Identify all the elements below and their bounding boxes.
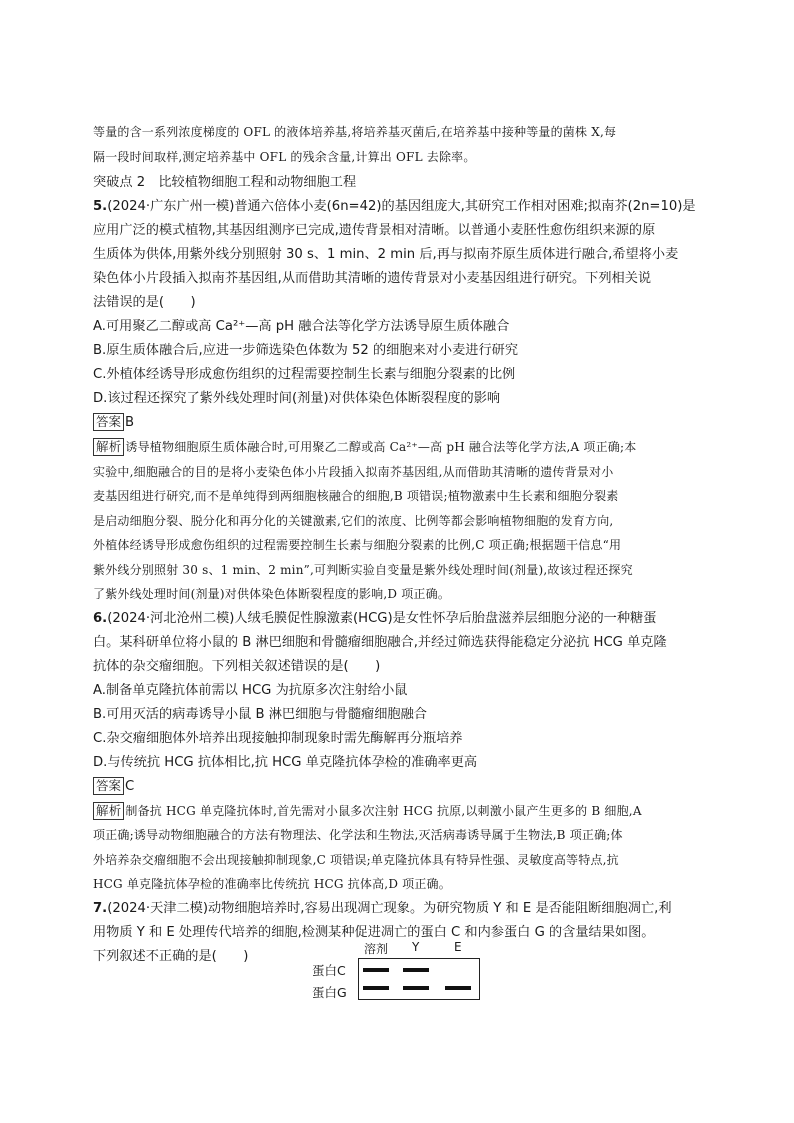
band-g-solvent [363,986,389,990]
q6-option-b: B.可用灭活的病毒诱导小鼠 B 淋巴细胞与骨髓瘤细胞融合 [93,706,427,722]
q5-analysis-line-1: 解析 诱导植物细胞原生质体融合时,可用聚乙二醇或高 Ca²⁺—高 pH 融合法等化学方法,A 项正确;本 [93,435,703,460]
answer-tag: 答案 [93,777,124,795]
document-page [93,120,703,969]
q7-stem-line-2: 用物质 Y 和 E 处理传代培养的细胞,检测某种促进凋亡的蛋白 C 和内参蛋白 G 的含量结果如图。 [93,924,655,940]
q5-stem-line-5: 法错误的是( ) [93,295,196,310]
q5-option-b: B.原生质体融合后,应进一步筛选染色体数为 52 的细胞来对小麦进行研究 [93,343,519,358]
gel-row-protein-g: 蛋白G [312,985,347,1000]
q6-analysis-line-4: HCG 单克隆抗体孕检的准确率比传统抗 HCG 抗体高,D 项正确。 [93,877,451,891]
analysis-tag: 解析 [93,438,124,456]
section-heading: 突破点 2 比较植物细胞工程和动物细胞工程 [93,175,357,190]
gel-column-e: E [454,940,462,954]
gel-row-protein-c: 蛋白C [312,963,346,978]
q6-option-a: A.制备单克隆抗体前需以 HCG 为抗原多次注射给小鼠 [93,682,408,698]
q7-stem-line-1: 7.(2024·天津二模)动物细胞培养时,容易出现凋亡现象。为研究物质 Y 和 E 是否能阻断细胞凋亡,利 [93,900,672,916]
answer-tag: 答案 [93,413,124,431]
q5-analysis-line-7: 了紫外线处理时间(剂量)对供体染色体断裂程度的影响,D 项正确。 [93,587,451,601]
q5-stem-line-2: 应用广泛的模式植物,其基因组测序已完成,遗传背景相对清晰。以普通小麦胚性愈伤组织来源的原 [93,223,656,238]
q6-stem-line-3: 抗体的杂交瘤细胞。下列相关叙述错误的是( ) [93,658,381,674]
q7-stem-line-3: 下列叙述不正确的是( ) [93,948,249,964]
q5-analysis-line-5: 外植体经诱导形成愈伤组织的过程需要控制生长素与细胞分裂素的比例,C 项正确;根据题干信息“用 [93,538,622,552]
q6-analysis-line-1: 解析 制备抗 HCG 单克隆抗体时,首先需对小鼠多次注射 HCG 抗原,以刺激小鼠产生更多的 B 细胞,A [93,799,703,824]
q5-option-d: D.该过程还探究了紫外线处理时间(剂量)对供体染色体断裂程度的影响 [93,391,501,406]
q5-analysis-line-6: 紫外线分别照射 30 s、1 min、2 min”,可判断实验自变量是紫外线处理时间(剂量),故该过程还探究 [93,562,633,577]
q7-number: 7. [93,900,108,916]
q5-option-a: A.可用聚乙二醇或高 Ca²⁺—高 pH 融合法等化学方法诱导原生质体融合 [93,319,510,334]
intro-line-1: 等量的含一系列浓度梯度的 OFL 的液体培养基,将培养基灭菌后,在培养基中接种等量的菌株 X,每 [93,125,617,139]
q5-stem-line-3: 生质体为供体,用紫外线分别照射 30 s、1 min、2 min 后,再与拟南芥原生质体进行融合,希望将小麦 [93,247,679,262]
western-blot-figure [312,940,478,1000]
gel-column-solvent: 溶剂 [364,942,389,956]
gel-row-labels [312,960,347,1004]
analysis-tag: 解析 [93,802,124,820]
q6-analysis-line-2: 项正确;诱导动物细胞融合的方法有物理法、化学法和生物法,灭活病毒诱导属于生物法,B 项正确;体 [93,828,623,842]
q6-stem-line-2: 白。某科研单位将小鼠的 B 淋巴细胞和骨髓瘤细胞融合,并经过筛选获得能稳定分泌抗 HCG 单克隆 [93,634,667,650]
q5-stem-line-1: 5.(2024·广东广州一模)普通六倍体小麦(6n=42)的基因组庞大,其研究工作相对困难;拟南芥(2n=10)是 [93,199,696,214]
gel-column-y: Y [412,940,420,954]
q6-number: 6. [93,610,108,626]
intro-line-2: 隔一段时间取样,测定培养基中 OFL 的残余含量,计算出 OFL 去除率。 [93,149,476,164]
q5-number: 5. [93,199,108,214]
q5-analysis-line-3: 麦基因组进行研究,而不是单纯得到两细胞核融合的细胞,B 项错误;植物激素中生长素和细胞分裂素 [93,489,619,503]
q6-stem-line-1: 6.(2024·河北沧州二模)人绒毛膜促性腺激素(HCG)是女性怀孕后胎盘滋养层细胞分泌的一种糖蛋 [93,610,657,626]
band-g-y [403,986,429,990]
q5-analysis-line-2: 实验中,细胞融合的目的是将小麦染色体小片段插入拟南芥基因组,从而借助其清晰的遗传背景对小 [93,464,614,479]
q5-answer: 答案 B [93,411,703,435]
q5-stem-line-4: 染色体小片段插入拟南芥基因组,从而借助其清晰的遗传背景对小麦基因组进行研究。下列相关说 [93,271,652,286]
q6-option-d: D.与传统抗 HCG 抗体相比,抗 HCG 单克隆抗体孕检的准确率更高 [93,754,478,770]
band-c-solvent [363,968,389,972]
q6-option-c: C.杂交瘤细胞体外培养出现接触抑制现象时需先酶解再分瓶培养 [93,730,463,746]
gel-membrane [358,958,480,1000]
gel-column-headers [312,940,478,958]
q5-option-c: C.外植体经诱导形成愈伤组织的过程需要控制生长素与细胞分裂素的比例 [93,367,516,382]
q5-analysis-line-4: 是启动细胞分裂、脱分化和再分化的关键激素,它们的浓度、比例等都会影响植物细胞的发育方向, [93,513,614,528]
q6-answer: 答案 C [93,775,703,799]
q6-analysis-line-3: 外培养杂交瘤细胞不会出现接触抑制现象,C 项错误;单克隆抗体具有特异性强、灵敏度高等特点,抗 [93,852,619,867]
band-g-e [445,986,471,990]
band-c-y [403,968,429,972]
